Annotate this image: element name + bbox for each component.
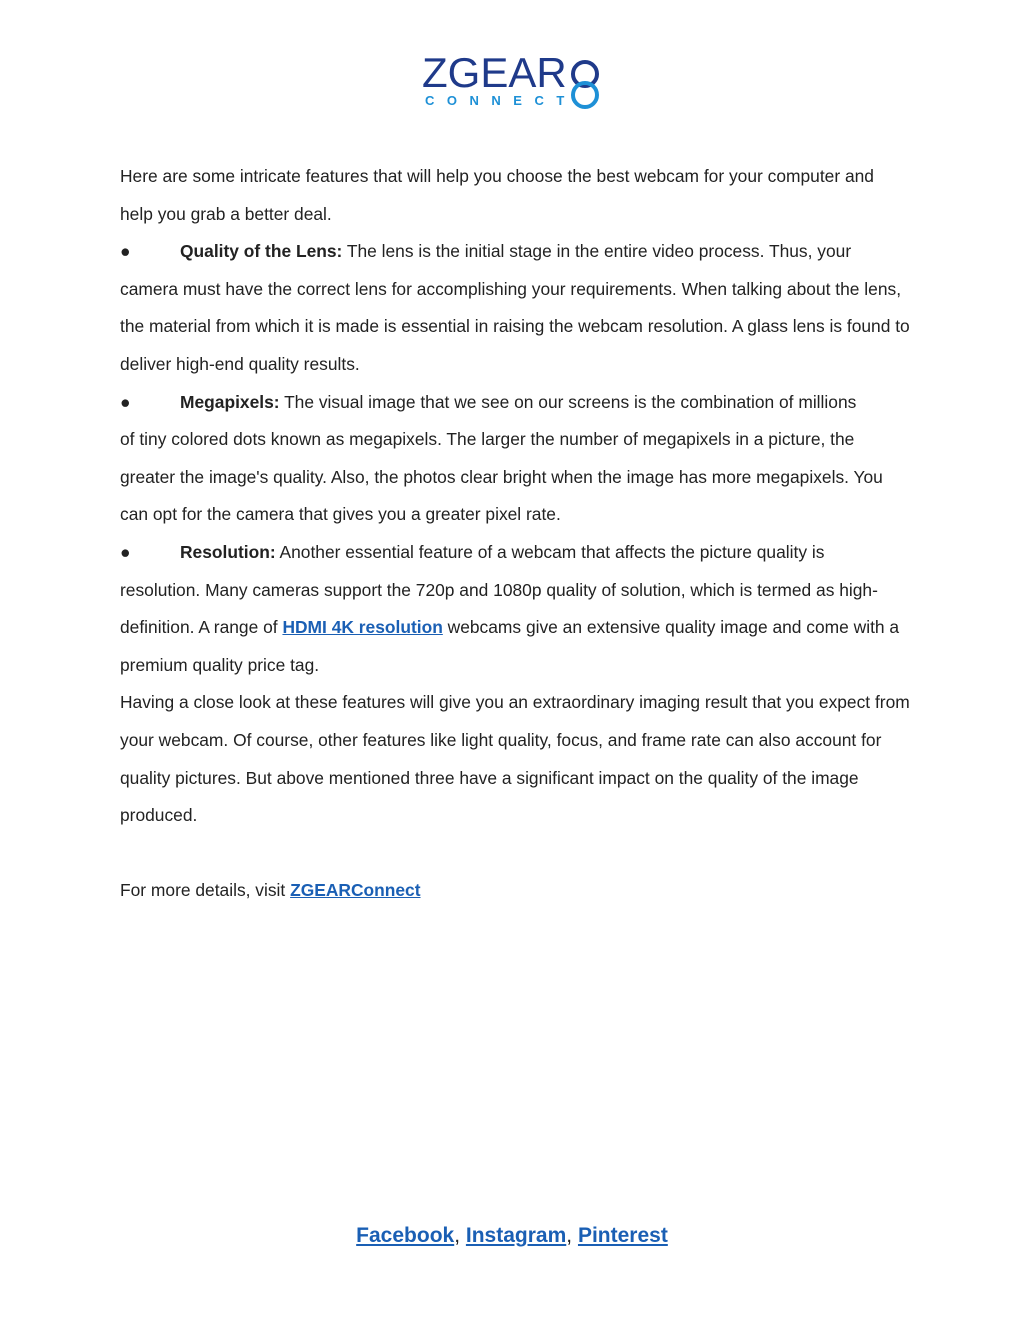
intro-paragraph: Here are some intricate features that will help you choose the best webcam for your computer and help you grab a better deal. bbox=[120, 166, 874, 224]
resolution-text-after: webcams give an extensive quality image and come with a premium quality price tag. bbox=[120, 617, 900, 675]
closing-paragraph: Having a close look at these features will give you an extraordinary imaging result that you expect from your webcam. Of course, other features like light quality, focus, and frame rate can also account for quality pictures. But above mentioned three have a significant impact on the quality of the image produced. bbox=[120, 692, 910, 826]
separator: , bbox=[566, 1224, 573, 1247]
bullet-resolution bbox=[120, 534, 910, 572]
bullet-resolution-continuation bbox=[120, 572, 910, 685]
hdmi-4k-resolution-link[interactable]: HDMI 4K resolution bbox=[282, 617, 443, 638]
logo-subtitle: CONNECT bbox=[425, 93, 577, 108]
article-body bbox=[120, 158, 910, 910]
bullet-text: The visual image that we see on our screens is the combination of millions bbox=[279, 391, 857, 412]
bullet-megapixels bbox=[120, 384, 910, 422]
bullet-marker: ● bbox=[120, 541, 131, 562]
bullet-text: The lens is the initial stage in the entire video process. Thus, your bbox=[342, 241, 852, 262]
instagram-link[interactable]: Instagram bbox=[465, 1224, 567, 1247]
social-links-footer bbox=[0, 1218, 1024, 1254]
spacer bbox=[120, 835, 910, 873]
logo-wordmark: ZGEAR bbox=[422, 49, 567, 96]
chain-link-icon bbox=[568, 59, 602, 111]
bullet-term: Resolution: bbox=[180, 541, 276, 562]
separator: , bbox=[454, 1224, 461, 1247]
bullet-megapixels-continuation: of tiny colored dots known as megapixels. The larger the number of megapixels in a picture, the greater the image's quality. Also, the photos clear bright when the image has more megapixels. You can opt for the camera that gives you a greater pixel rate. bbox=[120, 429, 883, 525]
pinterest-link[interactable]: Pinterest bbox=[577, 1224, 668, 1247]
zgearconnect-link[interactable]: ZGEARConnect bbox=[290, 880, 421, 901]
bullet-lens bbox=[120, 233, 910, 271]
bullet-lens-continuation: camera must have the correct lens for accomplishing your requirements. When talking about the lens, the material from which it is made is essential in raising the webcam resolution. A glass lens is found to deliver high-end quality results. bbox=[120, 278, 910, 374]
facebook-link[interactable]: Facebook bbox=[356, 1224, 455, 1247]
bullet-text: Another essential feature of a webcam that affects the picture quality is bbox=[275, 541, 825, 562]
more-details-line bbox=[120, 872, 910, 910]
more-details-text: For more details, visit bbox=[120, 880, 291, 901]
bullet-term: Quality of the Lens: bbox=[180, 241, 343, 262]
resolution-text-before: resolution. Many cameras support the 720p and 1080p quality of solution, which is termed as high-definition. A range of bbox=[120, 579, 878, 638]
bullet-term: Megapixels: bbox=[180, 391, 280, 412]
zgear-connect-logo bbox=[420, 49, 605, 115]
bullet-marker: ● bbox=[120, 391, 131, 412]
bullet-marker: ● bbox=[120, 241, 131, 262]
